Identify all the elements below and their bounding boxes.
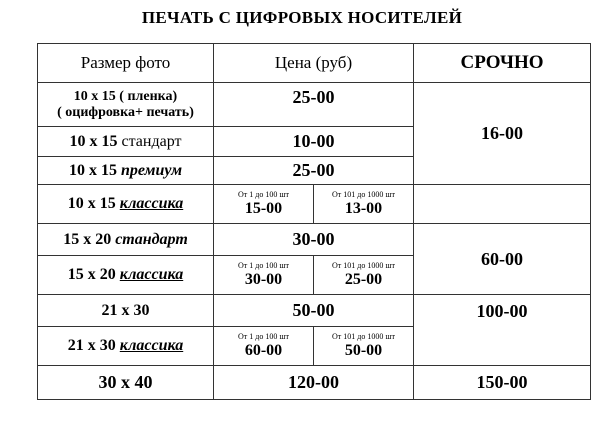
range-label: От 101 до 1000 шт — [332, 190, 395, 199]
urgent-cell: 100-00 — [414, 295, 591, 366]
price-tier-1 — [214, 185, 314, 223]
variant-label: классика — [119, 266, 184, 283]
urgent-cell-empty — [414, 185, 591, 224]
size-cell — [38, 185, 214, 224]
size-cell — [38, 327, 214, 366]
price-table — [37, 43, 591, 400]
tier-price: 25-00 — [344, 271, 383, 288]
size-cell — [38, 127, 214, 157]
range-label: От 1 до 100 шт — [238, 261, 289, 270]
size-label: 15 х 20 — [67, 266, 116, 283]
tier-price: 13-00 — [344, 200, 383, 217]
size-cell — [38, 83, 214, 127]
variant-label: премиум — [120, 161, 183, 179]
size-label: 10 х 15 — [68, 161, 117, 179]
size-label: 10 х 15 — [67, 195, 116, 212]
price-split-cell — [214, 185, 414, 224]
size-label: 21 х 30 — [101, 301, 150, 319]
price-cell: 120-00 — [214, 366, 414, 400]
size-label: 30 х 40 — [98, 372, 153, 392]
size-label: 15 х 20 — [63, 230, 112, 248]
header-size: Размер фото — [38, 44, 214, 83]
price-tier-2 — [314, 327, 413, 365]
urgent-cell: 60-00 — [414, 224, 591, 295]
price-tier-1 — [214, 327, 314, 365]
tier-price: 15-00 — [244, 200, 283, 217]
table-row — [38, 295, 591, 327]
tier-price: 50-00 — [344, 342, 383, 359]
range-label: От 101 до 1000 шт — [332, 332, 395, 341]
price-cell: 10-00 — [214, 127, 414, 157]
price-tier-2 — [314, 256, 413, 294]
size-sublabel: ( оцифровка+ печать) — [57, 104, 194, 120]
table-row — [38, 224, 591, 256]
size-cell — [38, 224, 214, 256]
urgent-cell: 16-00 — [414, 83, 591, 185]
size-cell — [38, 157, 214, 185]
table-header-row — [38, 44, 591, 83]
variant-label: стандарт — [115, 230, 188, 248]
tier-price: 30-00 — [244, 271, 283, 288]
table-row — [38, 185, 591, 224]
page-title: ПЕЧАТЬ С ЦИФРОВЫХ НОСИТЕЛЕЙ — [141, 8, 463, 27]
range-label: От 1 до 100 шт — [238, 332, 289, 341]
table-row — [38, 366, 591, 400]
price-split-cell — [214, 327, 414, 366]
size-label: 10 х 15 — [69, 132, 118, 150]
size-label: 21 х 30 — [67, 337, 116, 354]
range-label: От 1 до 100 шт — [238, 190, 289, 199]
price-cell: 25-00 — [214, 83, 414, 127]
size-label: 10 х 15 ( пленка) — [73, 88, 178, 104]
range-label: От 101 до 1000 шт — [332, 261, 395, 270]
table-row — [38, 83, 591, 127]
tier-price: 60-00 — [244, 342, 283, 359]
price-tier-1 — [214, 256, 314, 294]
size-cell — [38, 256, 214, 295]
header-price: Цена (руб) — [214, 44, 414, 83]
variant-label: стандарт — [121, 132, 182, 150]
header-urgent: СРОЧНО — [414, 44, 591, 83]
urgent-cell: 150-00 — [414, 366, 591, 400]
variant-label: классика — [119, 195, 184, 212]
price-split-cell — [214, 256, 414, 295]
size-cell — [38, 295, 214, 327]
price-cell: 50-00 — [214, 295, 414, 327]
price-cell: 25-00 — [214, 157, 414, 185]
price-tier-2 — [314, 185, 413, 223]
price-cell: 30-00 — [214, 224, 414, 256]
variant-label: классика — [119, 337, 184, 354]
size-cell — [38, 366, 214, 400]
